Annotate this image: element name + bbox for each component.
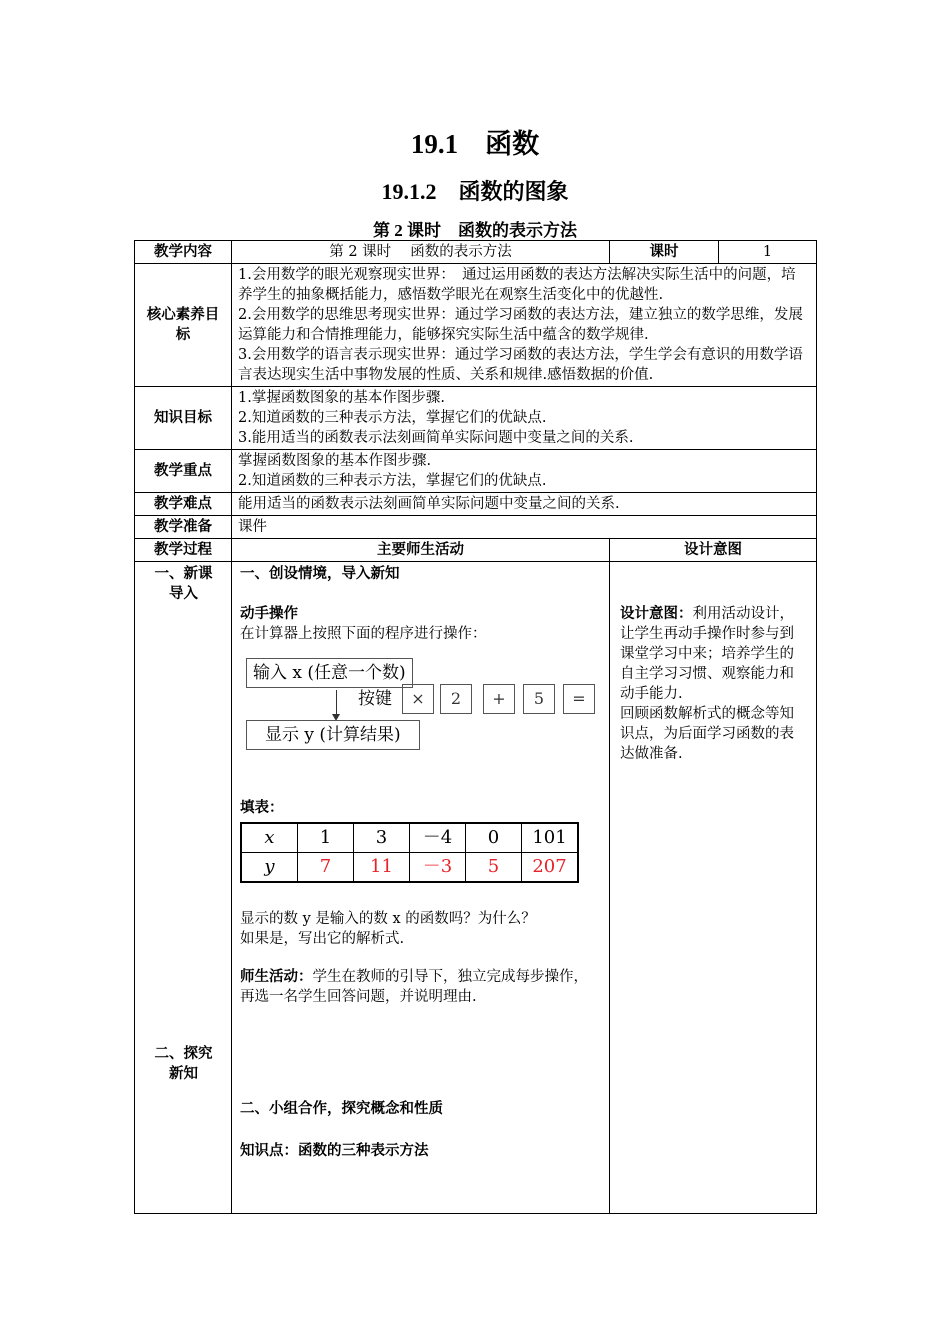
content-value: 第 2 课时 函数的表示方法	[232, 241, 610, 264]
key-multiply: ×	[402, 684, 434, 714]
design-column	[610, 562, 817, 1214]
fill-x-cell: 101	[522, 823, 579, 853]
knowledge-goals-label: 知识目标	[135, 387, 232, 450]
fill-y-cell: 207	[522, 853, 579, 883]
flow-press-label: 按键	[358, 689, 392, 709]
section-title: 19.1.2 函数的图象	[381, 179, 569, 204]
knowledge-goal-1: 1.掌握函数图象的基本作图步骤.	[238, 390, 445, 406]
knowledge-goals-content	[232, 387, 817, 450]
fill-y-cell: 7	[298, 853, 354, 883]
flow-output-box: 显示 y (计算结果)	[246, 720, 420, 750]
activity-heading-1: 一、创设情境，导入新知	[240, 566, 400, 582]
fill-table	[240, 822, 579, 883]
design-intent-1	[620, 604, 806, 704]
difficulty-content: 能用适当的函数表示法刻画简单实际问题中变量之间的关系.	[232, 493, 817, 516]
key-plus: +	[483, 684, 515, 714]
core-goals-content	[232, 264, 817, 387]
core-goal-1: 1.会用数学的眼光观察现实世界： 通过运用函数的表达方法解决实际生活中的问题，培养学生的抽象概括能力，感悟数学眼光在观察生活变化中的优越性.	[238, 267, 796, 303]
stage-explore: 二、探究新知	[154, 1046, 213, 1082]
teacher-activity	[240, 967, 601, 1007]
activity-heading-2: 二、小组合作，探究概念和性质	[240, 1101, 443, 1117]
knowledge-goal-3: 3.能用适当的函数表示法刻画简单实际问题中变量之间的关系.	[238, 430, 634, 446]
core-goal-3: 3.会用数学的语言表示现实世界：通过学习函数的表达方法，学生学会有意识的用数学语言表达现实生活中事物发展的性质、关系和规律.感悟数据的价值.	[238, 347, 803, 383]
fill-table-title: 填表：	[240, 800, 284, 816]
hours-label: 课时	[610, 241, 719, 264]
lesson-title: 第 2 课时 函数的表示方法	[373, 221, 577, 240]
lesson-plan-table	[134, 240, 817, 1214]
hands-on-title: 动手操作	[240, 606, 298, 622]
core-goal-2: 2.会用数学的思维思考现实世界：通过学习函数的表达方法，建立独立的数学思维，发展运算能力和合情推理能力，能够探究实际生活中蕴含的数学规律.	[238, 307, 803, 343]
knowledge-goal-2: 2.知道函数的三种表示方法，掌握它们的优缺点.	[238, 410, 547, 426]
design-intent-text-2: 回顾函数解析式的概念等知识点，为后面学习函数的表达做准备.	[620, 706, 794, 762]
question-line-1: 显示的数 y 是输入的数 x 的函数吗？为什么？	[240, 911, 536, 927]
core-goals-label: 核心素养目标	[135, 264, 232, 387]
preparation-content: 课件	[232, 516, 817, 539]
key-points-content	[232, 450, 817, 493]
flow-input-box: 输入 x (任意一个数)	[246, 658, 413, 688]
key-points-label: 教学重点	[135, 450, 232, 493]
fill-y-cell: 11	[354, 853, 410, 883]
key-point-2: 2.知道函数的三种表示方法，掌握它们的优缺点.	[238, 473, 547, 489]
hands-on-text: 在计算器上按照下面的程序进行操作：	[240, 626, 487, 642]
fill-y-cell: －3	[410, 853, 466, 883]
teacher-activity-label: 师生活动：	[240, 969, 313, 985]
process-header: 教学过程	[135, 539, 232, 562]
calculator-flow-diagram	[240, 658, 601, 748]
key-equals: =	[563, 684, 595, 714]
activity-column	[232, 562, 610, 1214]
fill-x-cell: 0	[466, 823, 522, 853]
fill-x-cell: 1	[298, 823, 354, 853]
fill-y-label: y	[241, 853, 298, 883]
design-intent-text-1: 利用活动设计，让学生再动手操作时参与到课堂学习中来；培养学生的自主学习习惯、观察能力和动手能力.	[620, 606, 794, 702]
question-line-2: 如果是，写出它的解析式.	[240, 931, 405, 947]
design-intent-label: 设计意图：	[620, 606, 693, 622]
stage-new-lesson: 一、新课导入	[154, 566, 213, 602]
fill-x-cell: 3	[354, 823, 410, 853]
activity-header: 主要师生活动	[232, 539, 610, 562]
knowledge-point-heading: 知识点：函数的三种表示方法	[240, 1143, 429, 1159]
key-point-1: 掌握函数图象的基本作图步骤.	[238, 453, 432, 469]
content-label: 教学内容	[135, 241, 232, 264]
fill-x-cell: －4	[410, 823, 466, 853]
fill-x-label: x	[241, 823, 298, 853]
teacher-activity-text: 学生在教师的引导下，独立完成每步操作，再选一名学生回答问题，并说明理由.	[240, 969, 588, 1005]
main-title: 19.1 函数	[410, 129, 540, 159]
hours-value: 1	[719, 241, 817, 264]
fill-y-cell: 5	[466, 853, 522, 883]
key-two: 2	[440, 684, 472, 714]
difficulty-label: 教学难点	[135, 493, 232, 516]
stage-column	[135, 562, 232, 1214]
design-header: 设计意图	[610, 539, 817, 562]
key-five: 5	[523, 684, 555, 714]
preparation-label: 教学准备	[135, 516, 232, 539]
